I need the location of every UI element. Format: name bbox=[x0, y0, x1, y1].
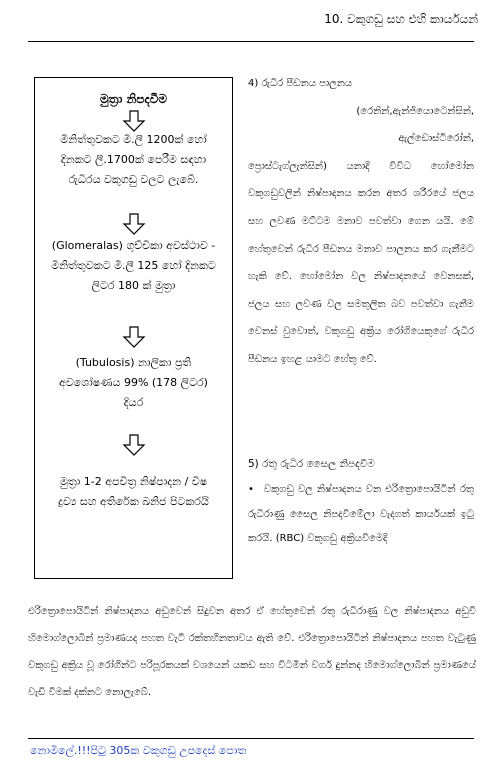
box-title: මුත්‍රා නිපදවීම bbox=[100, 92, 167, 106]
section-4 bbox=[248, 70, 474, 374]
step-4-text: මුත්‍රා 1-2 අපවිත්‍ර නිෂ්පාදන / විෂ ද්‍රව්‍ය සහ අතිරේක ඛනිජ පිටකරයි bbox=[58, 475, 209, 508]
hormones-line-2: ඇල්ඩොස්ටිරෝන්, bbox=[398, 133, 474, 145]
header-divider bbox=[28, 41, 474, 42]
step-1-text: මිනිත්තුවකට මි.ලී 1200ක් හෝ දිනකට ලී.1700ක් පෙරීම සඳහා රුධිරය වකුගඩු වලට ලැබේ. bbox=[60, 133, 207, 186]
urine-production-box bbox=[34, 77, 233, 579]
down-arrow-icon bbox=[122, 434, 146, 456]
step-3-text: (Tubulosis) නාලිකා ප්‍රති අවශෝෂණය 99% (178 ලිටර) දියර bbox=[59, 356, 208, 409]
down-arrow-icon bbox=[122, 110, 146, 132]
step-2-text: (Glomeralas) ගුච්චිකා අවස්ථාව - මිනිත්තුවකට මි.ලී 125 හෝ දිනකට ලිටර 180 ක් මුත්‍රා bbox=[51, 239, 216, 292]
down-arrow-icon bbox=[122, 213, 146, 235]
section-5 bbox=[248, 478, 474, 552]
section-4-title: 4) රුධිර පීඩනය පාලනය bbox=[248, 78, 353, 89]
footer-text: නොමිලේ.!!!පිටු 305ක වකුගඩු උපදෙස් පොත bbox=[30, 744, 247, 757]
footer-divider bbox=[28, 738, 474, 739]
chapter-header: 10. වකුගඩු සහ එහි කාර්යයන් bbox=[324, 12, 478, 26]
hormones-line-1: (රෙනින්,ඇන්ජියොටෙන්සින්, bbox=[356, 105, 474, 117]
bottom-paragraph: එරිත්‍රොපොයිටින් නිෂ්පාදනය අඩුවෙන් සිදුවන අතර ඒ හේතුවෙන් රතු රුධිරාණු වල නිෂ්පාදනය අඩුවී හිමොග්ලොබින් ප්‍රමාණයද පහත වැටී රක්තහීනතාවය ඇති වේ. එරිත්‍රොපොයිටින් නිෂ්පාදනය පහත වැටුණු වකුගඩු අක්‍රිය වූ රෝගීන්ට පරිපූරකයක් වශයෙන් යකඩ සහ විටමින් වර්ග දුන්නද හිමොග්ලොබින් ප්‍රමාණයේ වැඩි වීමක් දක්නට නොලැබේ. bbox=[28, 606, 476, 698]
down-arrow-icon bbox=[122, 326, 146, 348]
section-5-title: 5) රතු රුධිර සෛල නිපදවීම bbox=[248, 458, 375, 470]
section-5-body: වකුගඩු වල නිෂ්පාදනය වන එරිත්‍රොපොයිටින් රතු රුධිරාණු සෛල නිපදවීමේලා වැදගත් කාර්යයක් ඉටු කරයි. (RBC) වකුගඩු අක්‍රියවීමෙදි bbox=[248, 484, 474, 544]
section-4-body: ප්‍රොස්ටැග්ලැන්සින්) යනාදි විවිධ හෝමෝන වකුගඩුවලින් නිෂ්පාදනය කරන අතර ශරීරයේ ජලය සහ ලවණ මට්ටම මනාව පවත්වා ගෙන යයි. මේ හේතුවෙන් රුධිර පීඩනය මනාව පාලනය කර ගැනීමට හැකි වේ. හෝමෝන වල නිෂ්පාදනයේ වෙනසක්, ජලය සහ ලවණ වල සමතුලිත බව පවත්වා ගැනීම වෙනස් වුවොත්, වකුගඩු අක්‍රිය රෝගියෙකුගේ රුධිර පීඩනය ඉහළ යාමට හේතු වේ. bbox=[248, 160, 474, 365]
bullet-icon: • bbox=[248, 484, 254, 495]
